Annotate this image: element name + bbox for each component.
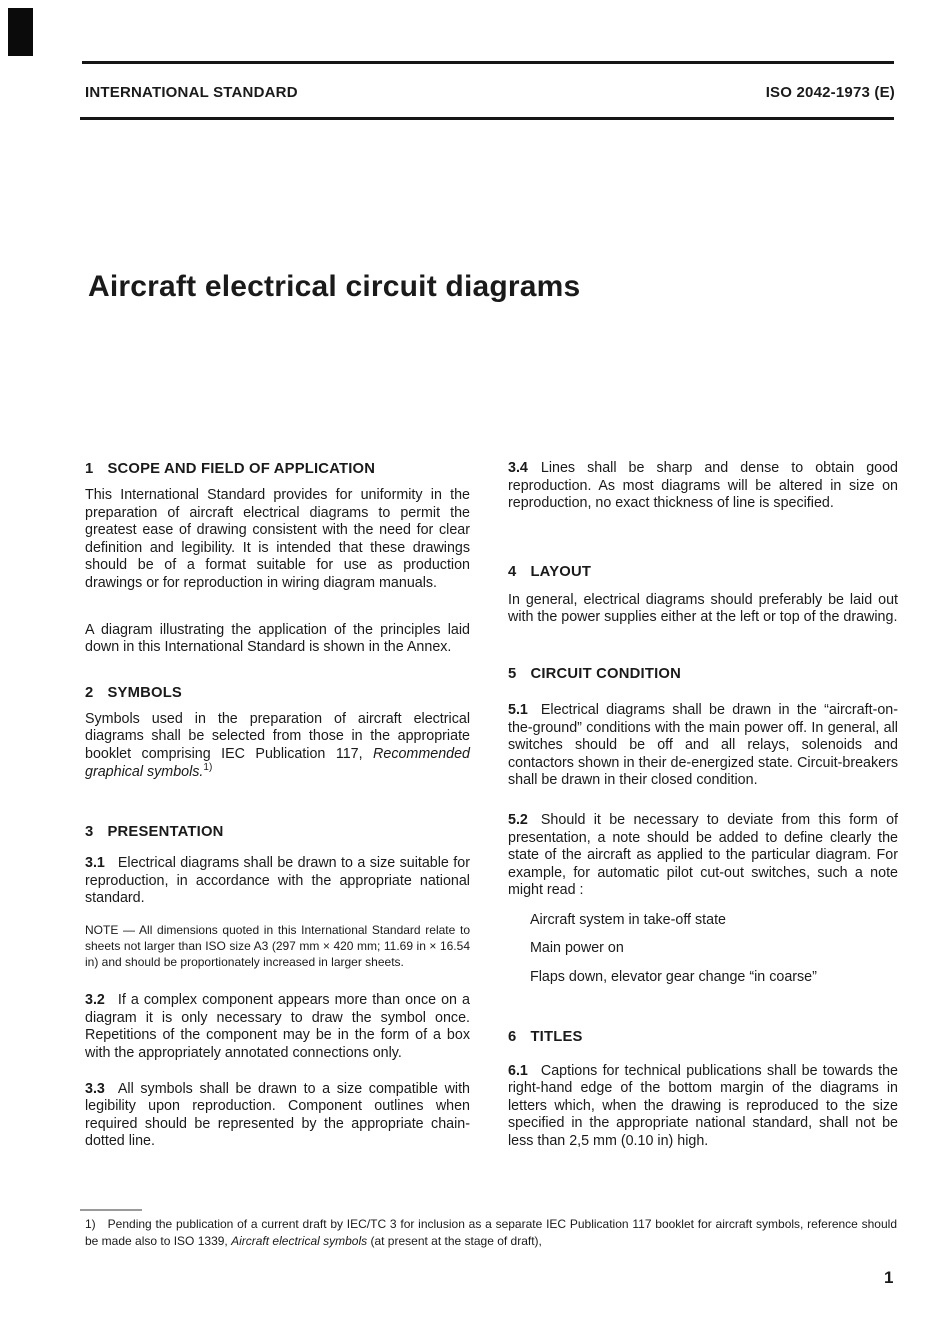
example-note-1: Aircraft system in take-off state (530, 911, 726, 928)
section-4-paragraph-1: In general, electrical diagrams should preferably be laid out with the power supplies either at the left or top of the drawing. (508, 591, 898, 626)
section-1-paragraph-2: A diagram illustrating the application of the principles laid down in this International Standard is shown in the Annex. (85, 621, 470, 656)
header-rule-bottom (80, 117, 894, 120)
section-2-heading: 2 SYMBOLS (85, 684, 183, 701)
section-1-paragraph-1: This International Standard provides for uniformity in the preparation of aircraft electrical diagrams to permit the greatest ease of drawing consistent with the need for clear definition and legibility. It is intended that these drawings should be of a format suitable for use as production drawings or for reproduction in wiring diagram manuals. (85, 487, 470, 591)
header-rule-top (82, 61, 894, 64)
header-document-number: ISO 2042-1973 (E) (765, 84, 895, 101)
footnote: 1) Pending the publication of a current draft by IEC/TC 3 for inclusion as a separate IEC Publication 117 booklet for aircraft symbols, reference should be made also to ISO 1339, Aircraft electrical symbols (at present at the stage of draft), (85, 1217, 897, 1248)
italic-reference: Recommended graphical symbols. (85, 745, 470, 780)
right-column (508, 452, 898, 1151)
clause-3-1-note: NOTE — All dimensions quoted in this International Standard relate to sheets not larger than ISO size A3 (297 mm × 420 mm; 11.69 in × 16.54 in) and should be proportionately increased in larger sheets. (85, 922, 470, 969)
footnote-separator-rule (80, 1209, 142, 1211)
section-6-heading: 6 TITLES (508, 1028, 583, 1045)
clause-6-1: 6.1 Captions for technical publications shall be towards the right-hand edge of the bottom margin of the diagrams in letters which, when the drawing is reproduced to the size specified in the appropriate national standard, shall not be less than 2,5 mm (0.10 in) high. (508, 1062, 898, 1150)
example-note-3: Flaps down, elevator gear change “in coarse” (530, 969, 817, 986)
example-note-2: Main power on (530, 939, 624, 956)
italic-standard-title: Aircraft electrical symbols (231, 1233, 368, 1248)
section-5-heading: 5 CIRCUIT CONDITION (508, 665, 681, 682)
header-left-label: INTERNATIONAL STANDARD (85, 84, 298, 101)
clause-3-2: 3.2 If a complex component appears more than once on a diagram it is only necessary to draw the symbol once. Repetitions of the component may be in the form of a box with the appropriately annotated connections only. (85, 992, 470, 1062)
left-column (85, 458, 470, 1151)
section-4-heading: 4 LAYOUT (508, 563, 592, 580)
footnote-marker: 1) (203, 761, 213, 773)
page-number: 1 (884, 1268, 894, 1287)
page-header (85, 84, 895, 101)
clause-5-1: 5.1 Electrical diagrams shall be drawn in the “aircraft-on-the-ground” conditions with the main power off. In general, all switches should be off and all relays, solenoids and contactors shown in their de-energized state. Circuit-breakers shall be drawn in their closed condition. (508, 701, 898, 789)
section-2-paragraph-1: Symbols used in the preparation of aircraft electrical diagrams shall be selected from those in the appropriate booklet comprising IEC Publication 117, Recommended graphical symbols.$^{1)}$ (85, 710, 470, 780)
clause-3-1: 3.1 Electrical diagrams shall be drawn to a size suitable for reproduction, in accordance with the appropriate national standard. (85, 855, 470, 907)
scan-registration-mark (8, 8, 33, 56)
clause-3-3: 3.3 All symbols shall be drawn to a size compatible with legibility upon reproduction. Component outlines when required should be represented by the appropriate chain-dotted line. (85, 1080, 470, 1150)
section-1-heading: 1 SCOPE AND FIELD OF APPLICATION (85, 461, 376, 477)
clause-3-4: 3.4 Lines shall be sharp and dense to obtain good reproduction. As most diagrams will be altered in size on reproduction, no exact thickness of line is specified. (508, 460, 898, 512)
clause-5-2: 5.2 Should it be necessary to deviate from this form of presentation, a note should be added to define clearly the state of the aircraft as applied to the particular diagram. For example, for automatic pilot cut-out switches, such a note might read : (508, 811, 898, 899)
document-title: Aircraft electrical circuit diagrams (88, 270, 581, 303)
section-3-heading: 3 PRESENTATION (85, 824, 224, 841)
